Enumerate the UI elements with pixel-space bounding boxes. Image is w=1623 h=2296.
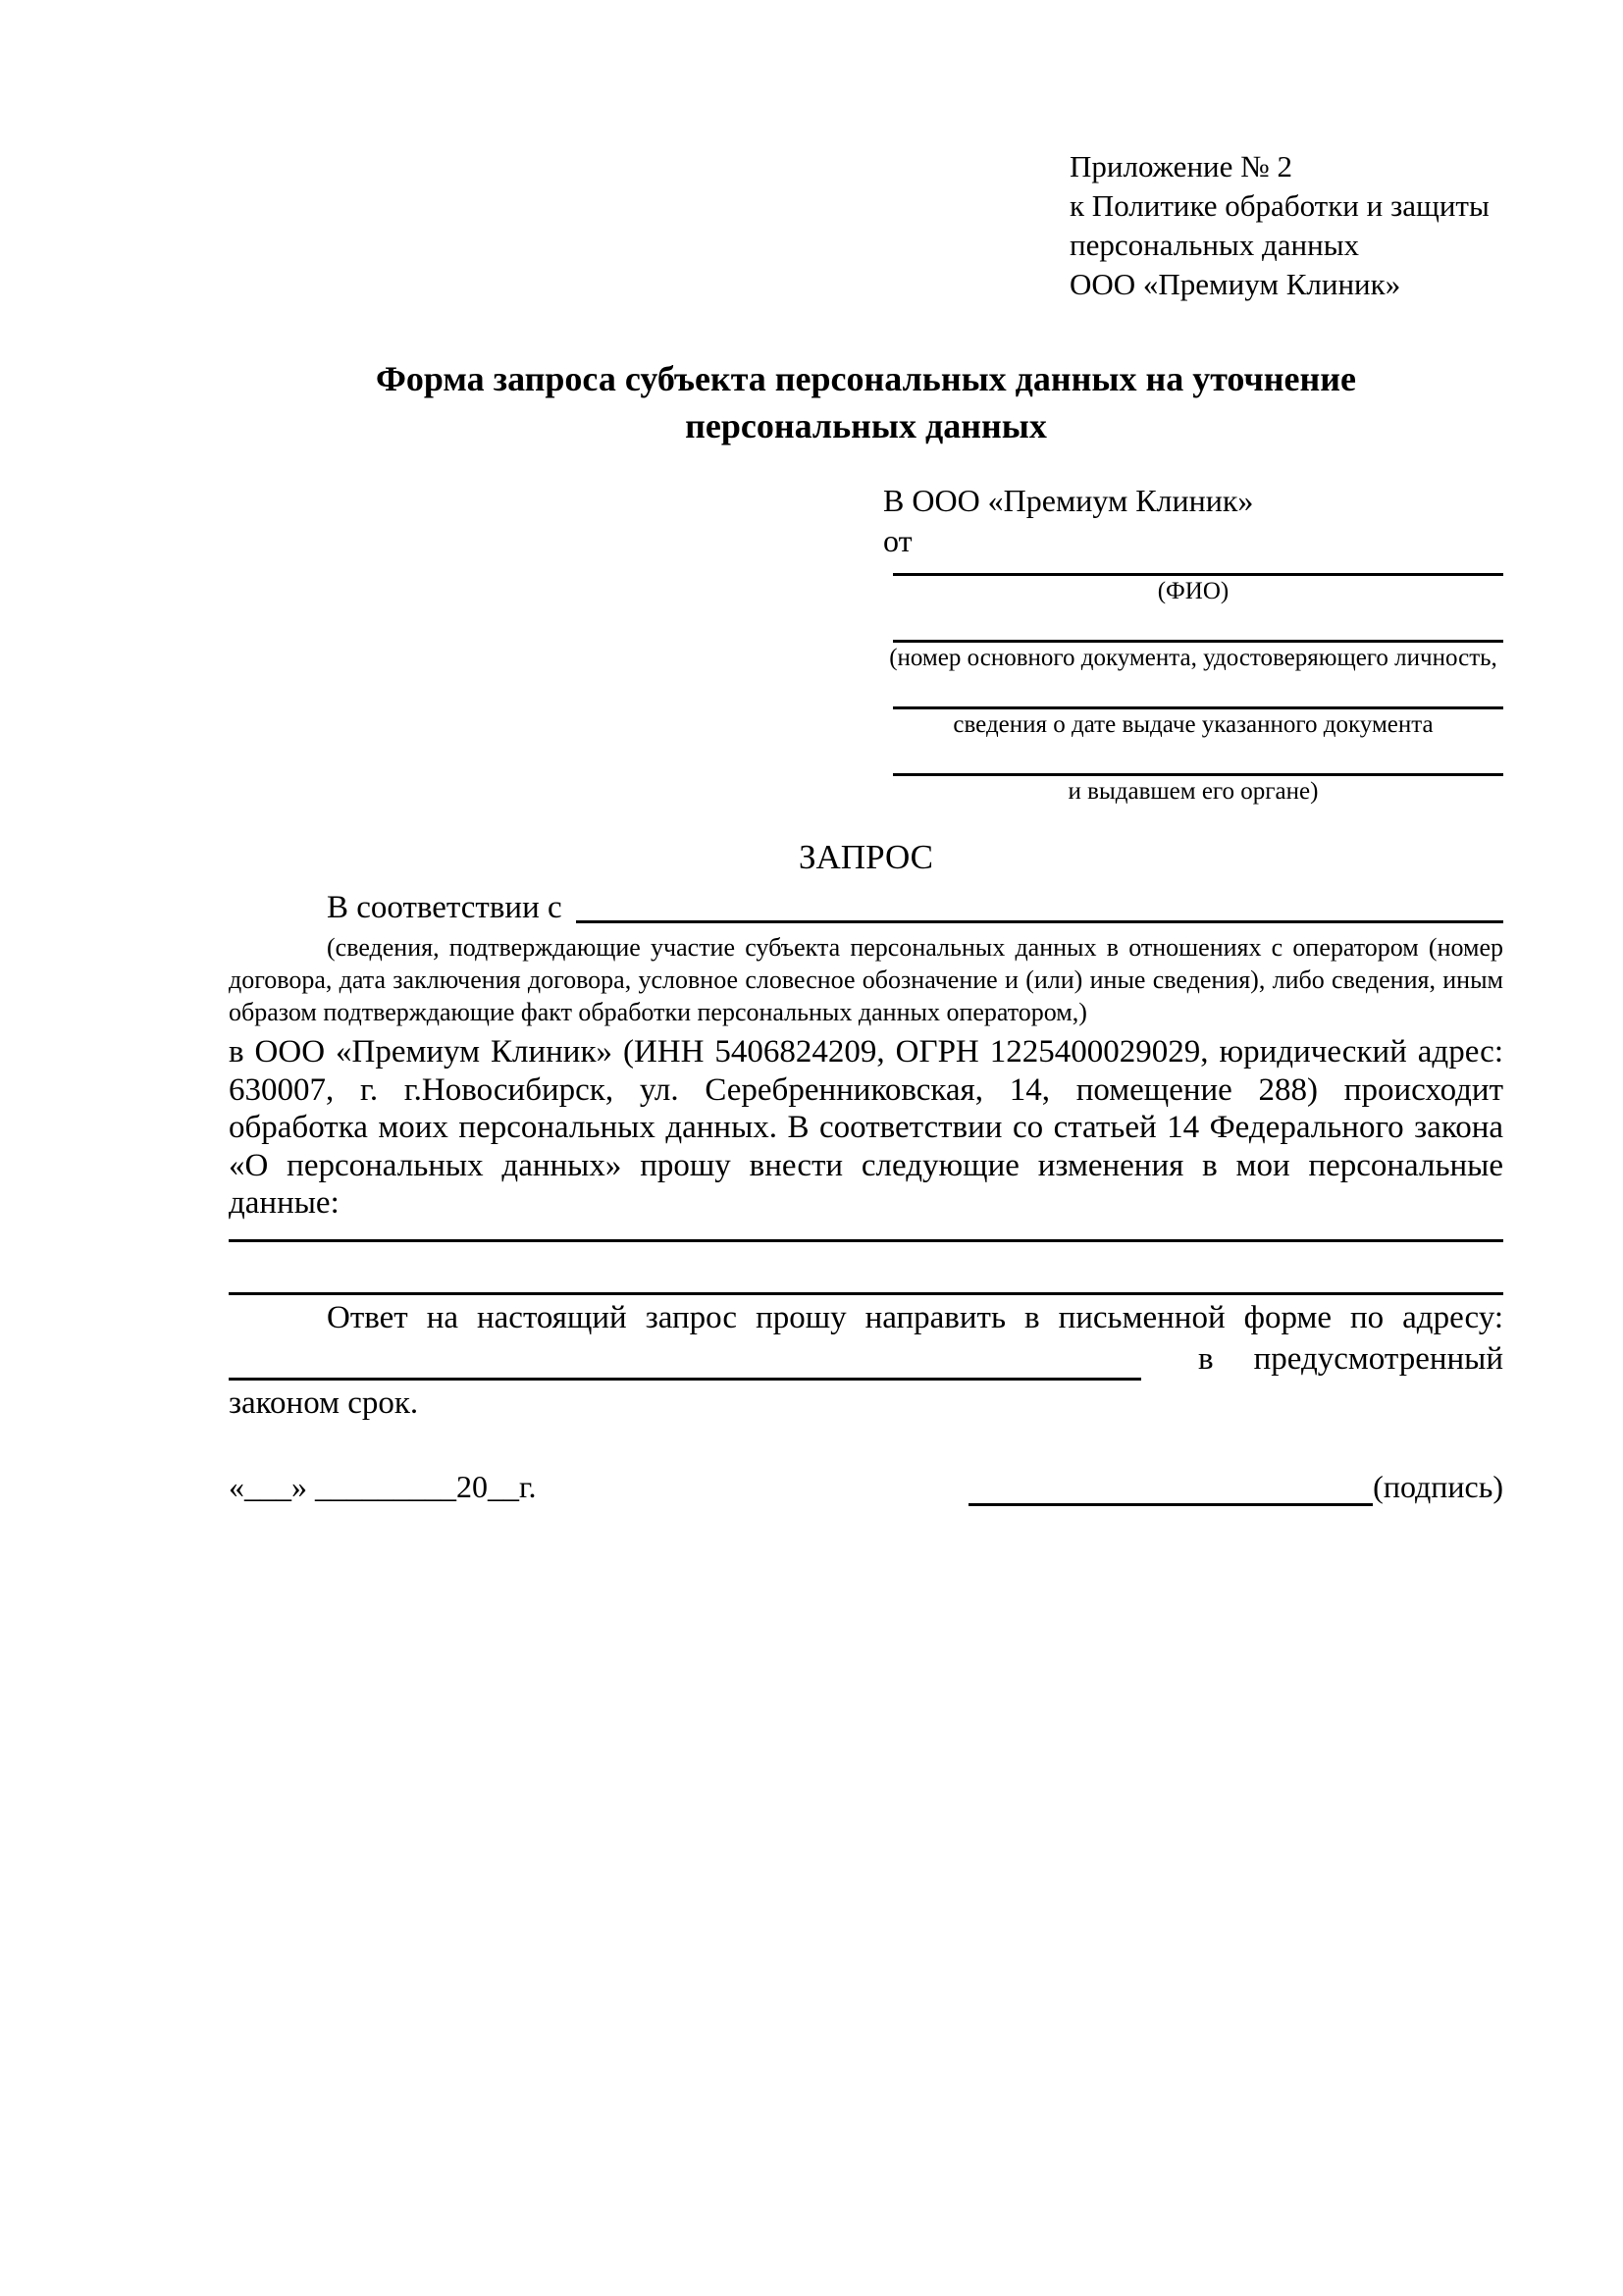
- signature-fill-line: [969, 1471, 1373, 1506]
- appendix-line: Приложение № 2: [1070, 149, 1292, 183]
- addressee-from-label: от: [883, 523, 913, 558]
- document-title: [229, 355, 1503, 449]
- document-title-line: Форма запроса субъекта персональных данных на уточнение: [376, 359, 1356, 398]
- appendix-block: [1070, 147, 1503, 304]
- document-title-line: персональных данных: [685, 406, 1047, 445]
- request-body: в ООО «Премиум Клиник» (ИНН 5406824209, ОГРН 1225400029029, юридический адрес: 630007, г. г.Новосибирск, ул. Серебренниковская, 14, помещение 288) происходит обработка моих персональных данных. В соответствии со статьей 14 Федерального закона «О персональных данных» прошу внести следующие изменения в мои персональные данные:: [229, 1034, 1503, 1221]
- appendix-line: персональных данных: [1070, 228, 1360, 262]
- request-heading: ЗАПРОС: [798, 838, 934, 876]
- addressee-block: [883, 481, 1503, 807]
- appendix-line: к Политике обработки и защиты: [1070, 188, 1490, 223]
- date-signature-row: [229, 1467, 1503, 1506]
- request-intro-fill-line: [576, 920, 1503, 923]
- changes-fill-line-2: [229, 1242, 1503, 1295]
- doc-number-fill-line: [893, 606, 1503, 643]
- issue-date-fill-line: [893, 673, 1503, 709]
- reply-address-row: [229, 1337, 1503, 1381]
- changes-fill-line-1: [229, 1223, 1503, 1242]
- issue-organ-fill-line: [893, 740, 1503, 776]
- request-footnote: (сведения, подтверждающие участие субъекта персональных данных в отношениях с оператором (номер договора, дата заключения договора, условное словесное обозначение и (или) иные сведения), либо сведения, иным образом подтверждающие факт обработки персональных данных оператором,): [229, 933, 1503, 1026]
- issue-organ-label: и выдавшем его органе): [1068, 778, 1319, 805]
- addressee-to: В ООО «Премиум Клиник»: [883, 483, 1254, 518]
- reply-word-v: в: [1198, 1340, 1214, 1377]
- signature-label: (подпись): [1373, 1468, 1503, 1504]
- reply-word-predusmotrennyj: предусмотренный: [1253, 1340, 1503, 1377]
- request-intro-row: [229, 887, 1503, 928]
- issue-date-label: сведения о дате выдаче указанного документа: [953, 711, 1434, 738]
- fio-fill-line: [893, 561, 1503, 576]
- request-intro-text: В соответствии с: [327, 890, 562, 925]
- signature-area: [969, 1467, 1503, 1506]
- doc-number-label: (номер основного документа, удостоверяющего личность,: [889, 645, 1497, 671]
- date-blank-field: «___» _________20__г.: [229, 1468, 537, 1504]
- appendix-line: ООО «Премиум Клиник»: [1070, 267, 1401, 301]
- reply-closing: законом срок.: [229, 1384, 419, 1421]
- fio-label: (ФИО): [1157, 578, 1230, 604]
- reply-paragraph: Ответ на настоящий запрос прошу направить в письменной форме по адресу:: [327, 1299, 1503, 1335]
- reply-address-fill-line: [229, 1343, 1141, 1381]
